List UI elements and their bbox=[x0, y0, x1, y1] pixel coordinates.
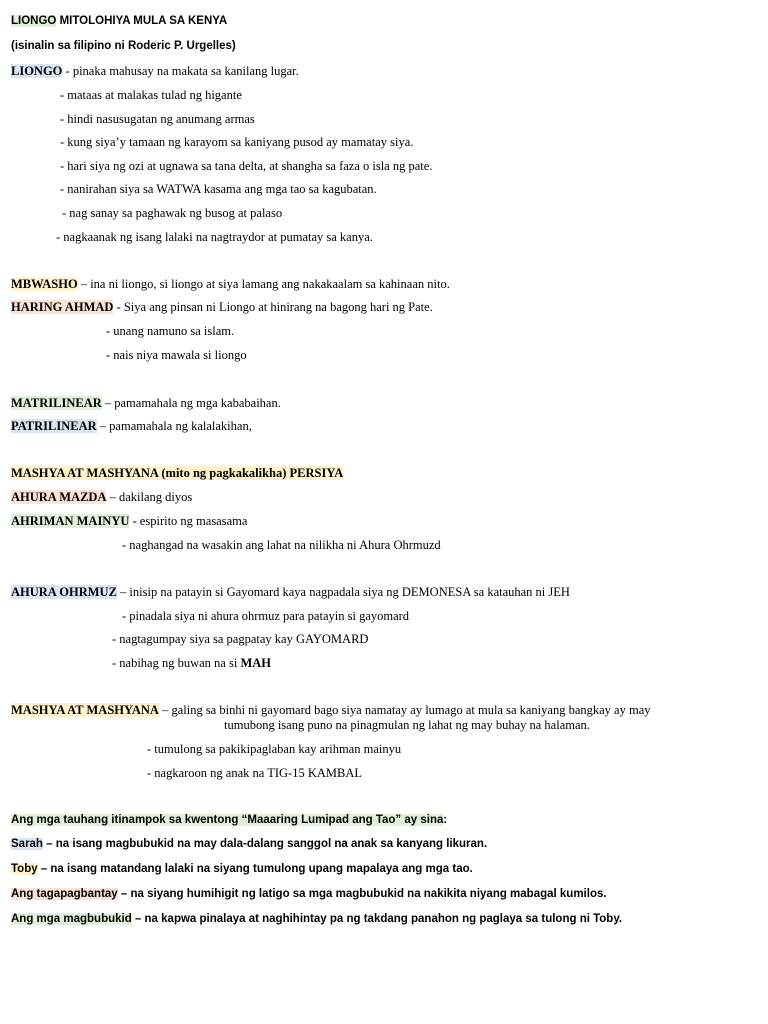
title-term: LIONGO bbox=[11, 15, 57, 27]
translator-line bbox=[11, 40, 236, 54]
ohrmuz-detail-prefix: - nabihag ng buwan na si bbox=[112, 656, 241, 670]
ahura-mazda-term: AHURA MAZDA bbox=[11, 490, 107, 504]
character-entry bbox=[11, 888, 607, 902]
mashya-definition-line1: – galing sa binhi ni gayomard bago siya namatay ay lumago at mula sa kaniyang bangkay ay may bbox=[158, 703, 651, 717]
mashya-term: MASHYA AT MASHYANA bbox=[11, 703, 159, 717]
liongo-entry bbox=[11, 64, 299, 79]
mbwasho-entry bbox=[11, 277, 450, 292]
patrilinear-entry bbox=[11, 419, 252, 434]
haring-ahmad-term: HARING AHMAD bbox=[11, 300, 114, 314]
haring-ahmad-definition: - Siya ang pinsan ni Liongo at hinirang na bagong hari ng Pate. bbox=[113, 300, 433, 314]
ohrmuz-detail: - pinadala siya ni ahura ohrmuz para patayin si gayomard bbox=[122, 609, 410, 623]
ahriman-term: AHRIMAN MAINYU bbox=[11, 514, 130, 528]
liongo-detail: - nanirahan siya sa WATWA kasama ang mga tao sa kagubatan. bbox=[60, 182, 377, 196]
character-entry bbox=[11, 863, 473, 877]
liongo-detail: - mataas at malakas tulad ng higante bbox=[60, 88, 242, 102]
character-description: – na isang magbubukid na may dala-dalang sanggol na anak sa kanyang likuran. bbox=[42, 838, 488, 850]
liongo-detail: - nagkaanak ng isang lalaki na nagtraydor at pumatay sa kanya. bbox=[56, 230, 373, 244]
story-heading-colon: : bbox=[443, 814, 448, 826]
document-title bbox=[11, 15, 227, 29]
liongo-term: LIONGO bbox=[11, 64, 63, 78]
title-rest: MITOLOHIYA MULA SA KENYA bbox=[56, 15, 228, 27]
patrilinear-definition: – pamamahala ng kalalakihan, bbox=[96, 419, 252, 433]
mbwasho-definition: – ina ni liongo, si liongo at siya lamang ang nakakaalam sa kahinaan nito. bbox=[77, 277, 450, 291]
ahura-mazda-definition: – dakilang diyos bbox=[106, 490, 193, 504]
ahura-mazda-entry bbox=[11, 490, 192, 505]
haring-ahmad-entry bbox=[11, 300, 433, 315]
character-name: Ang tagapagbantay bbox=[11, 888, 118, 900]
liongo-detail: - nag sanay sa paghawak ng busog at palaso bbox=[62, 206, 283, 220]
ahriman-detail: - naghangad na wasakin ang lahat na nilikha ni Ahura Ohrmuzd bbox=[122, 538, 441, 552]
matrilinear-term: MATRILINEAR bbox=[11, 396, 102, 410]
matrilinear-definition: – pamamahala ng mga kababaihan. bbox=[101, 396, 281, 410]
story-heading bbox=[11, 814, 447, 828]
translator-prefix: (isinalin sa filipino ni bbox=[11, 40, 128, 52]
character-description: – na siyang humihigit ng latigo sa mga magbubukid na nakikita niyang mabagal kumilos. bbox=[117, 888, 607, 900]
mashya-detail: - tumulong sa pakikipaglaban kay arihman mainyu bbox=[147, 742, 402, 756]
story-heading-text: Ang mga tauhang itinampok sa kwentong “Maaaring Lumipad ang Tao” ay sina bbox=[11, 814, 444, 826]
character-name: Ang mga magbubukid bbox=[11, 913, 132, 925]
haring-ahmad-detail: - unang namuno sa islam. bbox=[106, 324, 235, 338]
patrilinear-term: PATRILINEAR bbox=[11, 419, 97, 433]
ahriman-definition: - espirito ng masasama bbox=[129, 514, 248, 528]
liongo-detail: - hindi nasusugatan ng anumang armas bbox=[60, 112, 255, 126]
ohrmuz-term: AHURA OHRMUZ bbox=[11, 585, 117, 599]
haring-ahmad-detail: - nais niya mawala si liongo bbox=[106, 348, 247, 362]
ohrmuz-definition: – inisip na patayin si Gayomard kaya nagpadala siya ng DEMONESA sa katauhan ni JEH bbox=[116, 585, 570, 599]
character-description: – na kapwa pinalaya at naghihintay pa ng takdang panahon ng paglaya sa tulong ni Toby. bbox=[131, 913, 623, 925]
translator-name: Roderic P. Urgelles bbox=[127, 40, 232, 52]
mashya-entry bbox=[11, 703, 651, 718]
character-description: – na isang matandang lalaki na siyang tumulong upang mapalaya ang mga tao. bbox=[37, 863, 473, 875]
ahriman-entry bbox=[11, 514, 247, 529]
character-name: Toby bbox=[11, 863, 38, 875]
mbwasho-term: MBWASHO bbox=[11, 277, 78, 291]
liongo-detail: - kung siya’y tamaan ng karayom sa kaniyang pusod ay mamatay siya. bbox=[60, 135, 414, 149]
character-name: Sarah bbox=[11, 838, 43, 850]
ohrmuz-detail: - nagtagumpay siya sa pagpatay kay GAYOMARD bbox=[112, 632, 369, 646]
character-entry bbox=[11, 838, 487, 852]
ohrmuz-detail bbox=[112, 656, 271, 671]
translator-suffix: ) bbox=[231, 40, 236, 52]
character-entry bbox=[11, 913, 622, 927]
persia-heading-text: MASHYA AT MASHYANA (mito ng pagkakalikha) PERSIYA bbox=[11, 466, 344, 480]
matrilinear-entry bbox=[11, 396, 281, 411]
ohrmuz-entry bbox=[11, 585, 570, 600]
liongo-detail: - hari siya ng ozi at ugnawa sa tana delta, at shangha sa faza o isla ng pate. bbox=[60, 159, 433, 173]
liongo-definition: - pinaka mahusay na makata sa kanilang lugar. bbox=[62, 64, 299, 78]
mashya-definition-line2: tumubong isang puno na pinagmulan ng lahat ng may buhay na halaman. bbox=[224, 718, 590, 732]
mashya-detail: - nagkaroon ng anak na TIG-15 KAMBAL bbox=[147, 766, 362, 780]
persia-heading bbox=[11, 466, 343, 481]
ohrmuz-detail-bold: MAH bbox=[240, 656, 272, 670]
